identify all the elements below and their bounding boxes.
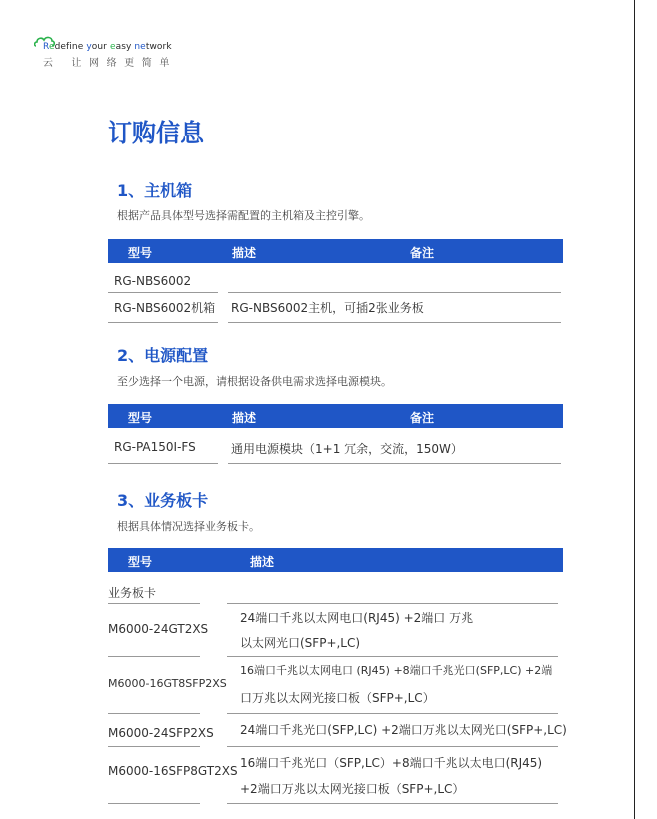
section-desc-chassis: 根据产品具体型号选择需配置的主机箱及主控引擎。	[117, 209, 370, 222]
page-edge	[634, 0, 635, 819]
brand-slogan	[43, 42, 172, 52]
table-cell-desc: 口万兆以太网光接口板（SFP+,LC）	[240, 691, 435, 705]
table-cell-model: RG-NBS6002机箱	[114, 301, 216, 315]
row-divider	[227, 713, 558, 714]
table-cell-desc: 16端口千兆光口（SFP,LC）+8端口千兆以太电口(RJ45)	[240, 756, 543, 770]
table-cell-desc: 通用电源模块（1+1 冗余，交流，150W）	[231, 442, 463, 456]
table-cell-desc: +2端口万兆以太网光接口板（SFP+,LC）	[240, 782, 465, 796]
table-cell-model: M6000-24GT2XS	[108, 622, 209, 636]
table-cell-desc: RG-NBS6002主机，可插2张业务板	[231, 301, 424, 315]
row-divider	[227, 803, 558, 804]
row-divider	[228, 292, 561, 293]
brand-slogan-part: ne	[134, 42, 146, 52]
row-divider	[108, 803, 200, 804]
row-divider	[108, 656, 200, 657]
row-divider	[227, 656, 558, 657]
table-cell-model: M6000-24SFP2XS	[108, 726, 214, 740]
col-header-model: 型号	[128, 411, 153, 425]
brand-subtitle: 云 让网络更简单	[43, 58, 177, 69]
col-header-desc: 描述	[232, 246, 257, 260]
col-header-desc: 描述	[232, 411, 257, 425]
table-cell-model: M6000-16GT8SFP2XS	[108, 677, 227, 690]
col-header-model: 型号	[128, 246, 153, 260]
table-cell-desc: 以太网光口(SFP+,LC)	[240, 636, 361, 650]
table-header-chassis	[108, 239, 563, 263]
brand-slogan-part: asy	[115, 42, 135, 52]
row-divider	[108, 292, 218, 293]
section-title-chassis: 1、主机箱	[117, 181, 193, 200]
row-divider	[108, 322, 218, 323]
table-header-power	[108, 404, 563, 428]
section-desc-power: 至少选择一个电源，请根据设备供电需求选择电源模块。	[117, 375, 392, 388]
brand-slogan-part: R	[43, 42, 49, 52]
brand-slogan-part: define	[54, 42, 87, 52]
brand-slogan-part: e	[109, 42, 116, 52]
row-divider	[108, 713, 200, 714]
row-divider	[108, 603, 200, 604]
section-title-cards: 3、业务板卡	[117, 491, 209, 510]
col-header-desc: 描述	[250, 555, 275, 569]
table-header-cards	[108, 548, 563, 572]
brand-slogan-part: our	[91, 42, 110, 52]
row-divider	[228, 322, 561, 323]
row-divider	[228, 463, 561, 464]
table-cell-desc: 24端口千兆光口(SFP,LC) +2端口万兆以太网光口(SFP+,LC)	[240, 723, 567, 737]
brand-slogan-part: twork	[145, 42, 172, 52]
table-cell-model: RG-NBS6002	[114, 274, 192, 288]
col-header-note: 备注	[410, 246, 435, 260]
brand-slogan-part: e	[48, 42, 55, 52]
table-cell-desc: 16端口千兆以太网电口 (RJ45) +8端口千兆光口(SFP,LC) +2端	[240, 664, 553, 677]
section-title-power: 2、电源配置	[117, 346, 209, 365]
table-cell-model: M6000-16SFP8GT2XS	[108, 764, 238, 778]
row-divider	[108, 463, 218, 464]
page-title: 订购信息	[108, 119, 204, 147]
col-header-model: 型号	[128, 555, 153, 569]
col-header-note: 备注	[410, 411, 435, 425]
row-divider	[108, 746, 200, 747]
table-cell-model: RG-PA150I-FS	[114, 440, 196, 454]
brand-slogan-part: y	[86, 42, 92, 52]
row-divider	[227, 746, 558, 747]
table-category: 业务板卡	[108, 586, 157, 600]
table-cell-desc: 24端口千兆以太网电口(RJ45) +2端口 万兆	[240, 611, 474, 625]
row-divider	[227, 603, 558, 604]
section-desc-cards: 根据具体情况选择业务板卡。	[117, 520, 260, 533]
